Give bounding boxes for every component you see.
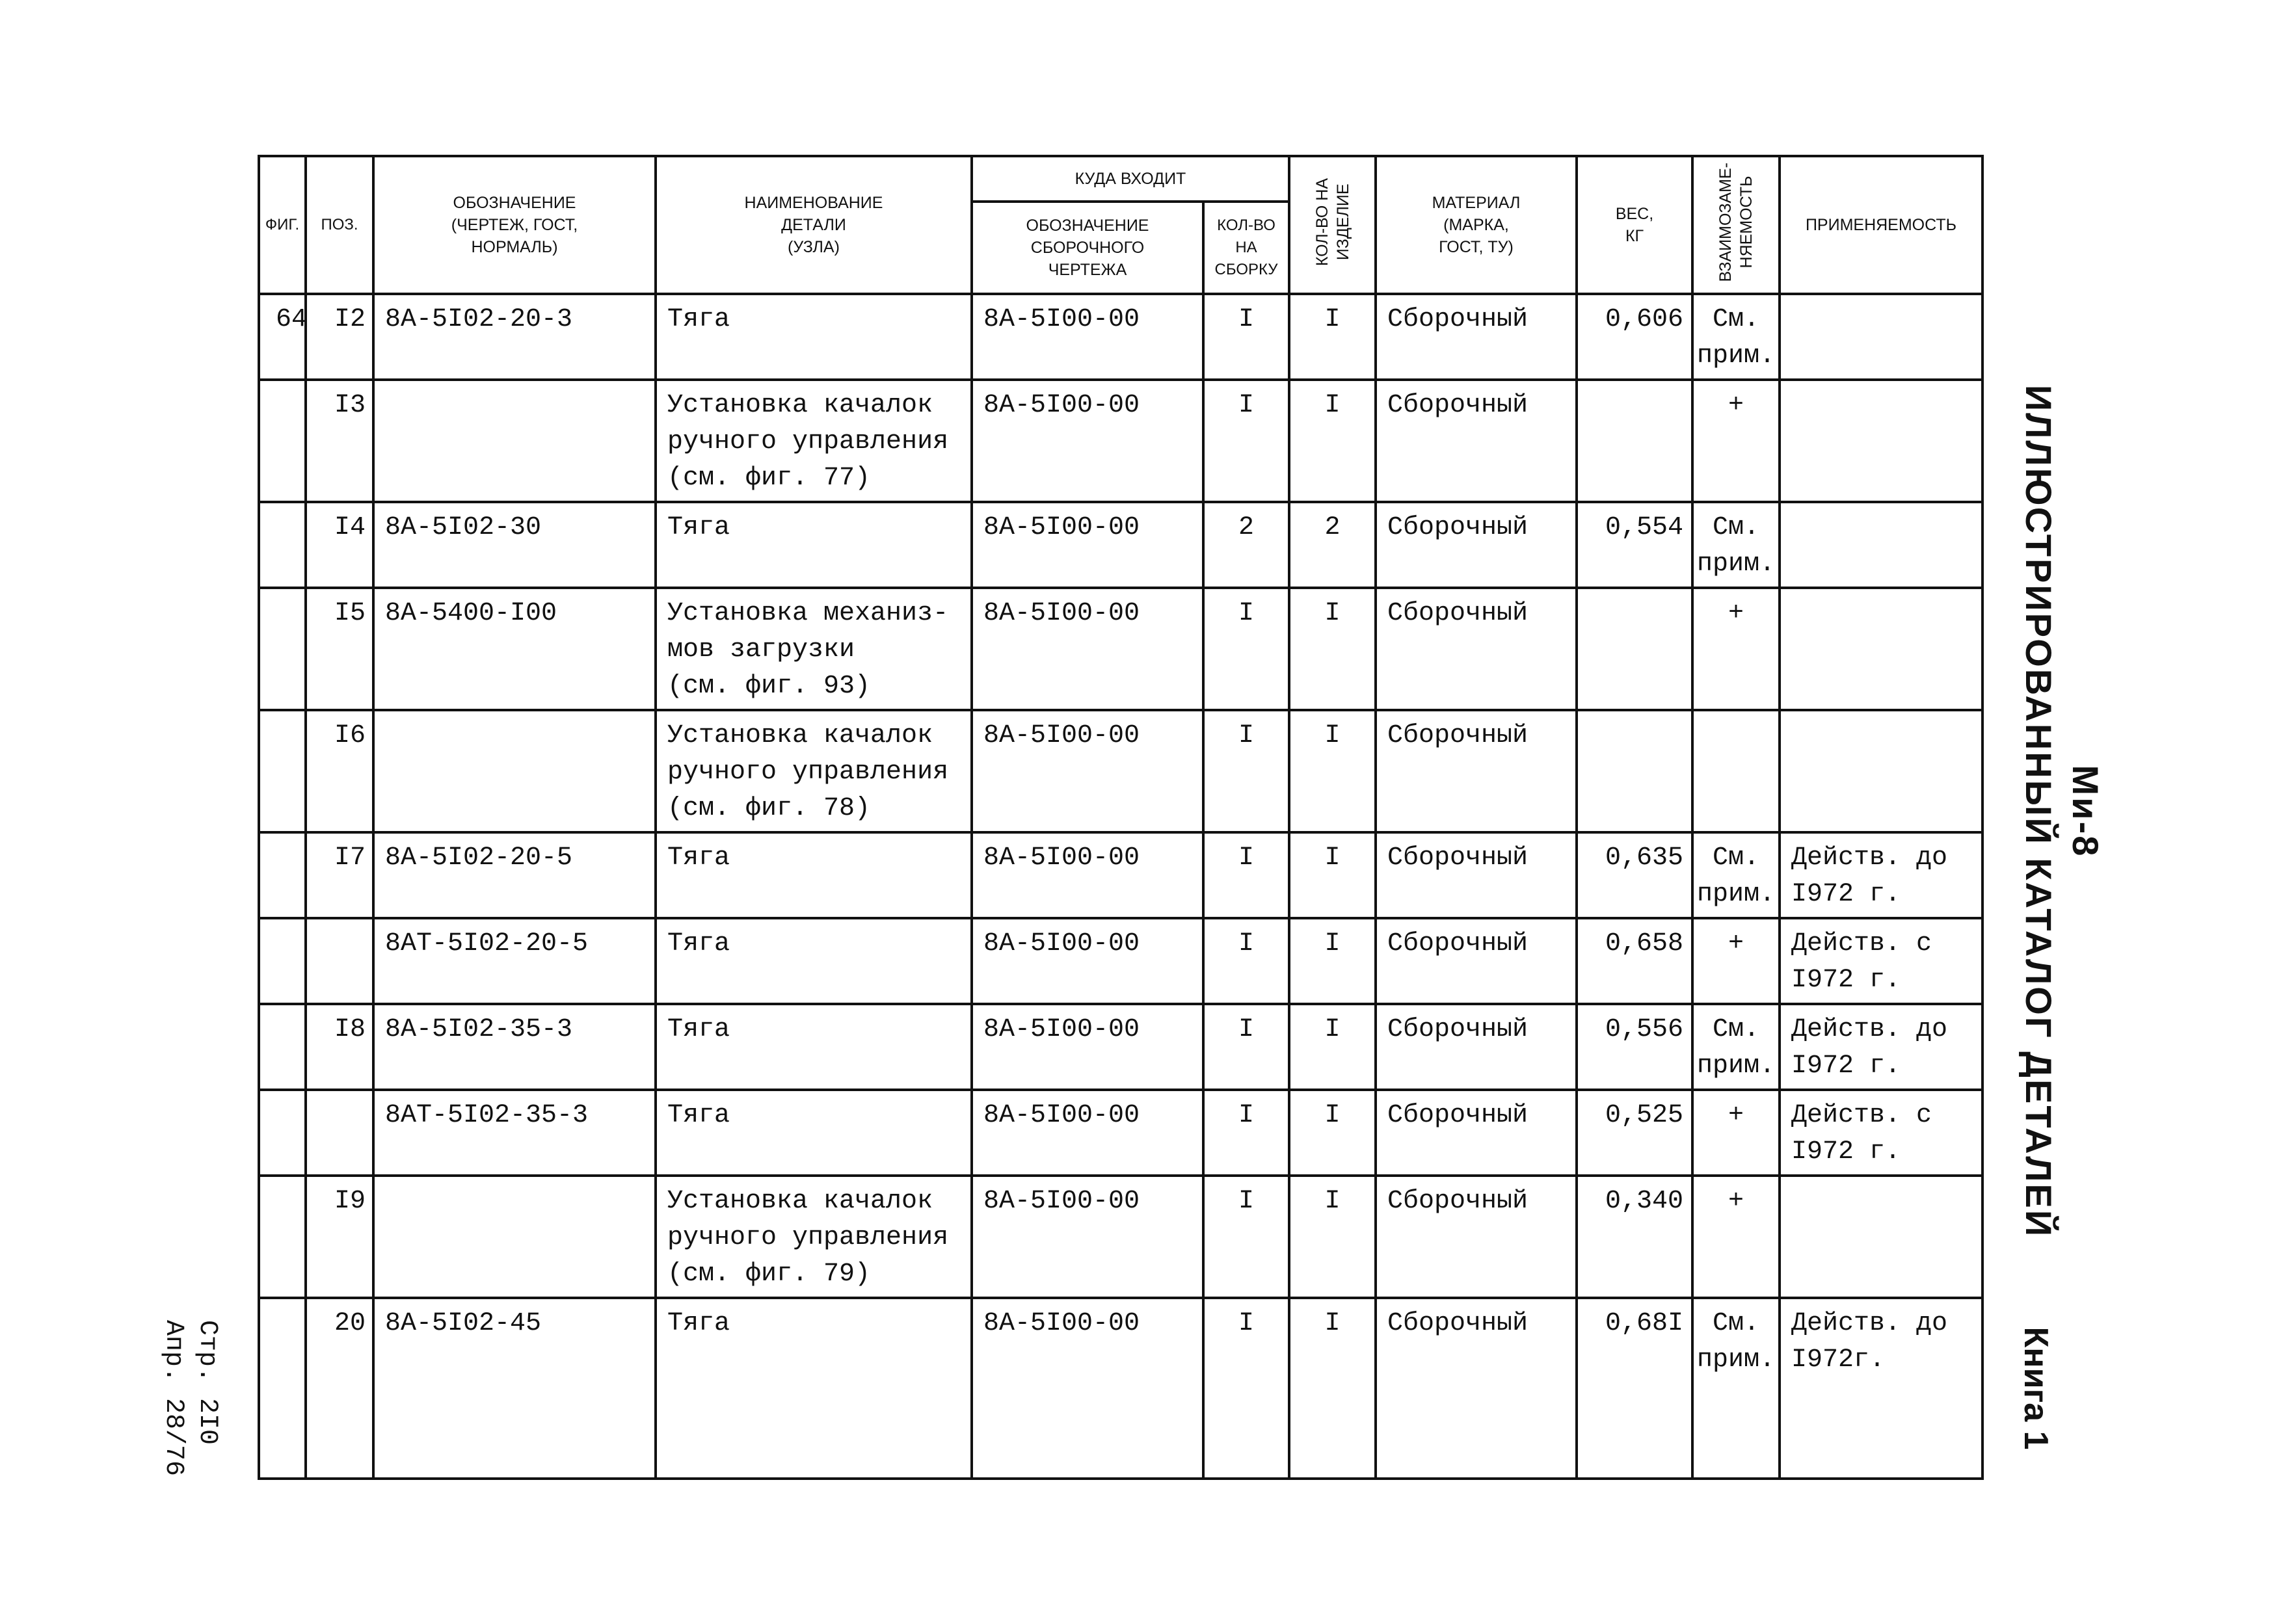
header-name: НАИМЕНОВАНИЕ ДЕТАЛИ (УЗЛА) <box>656 156 972 294</box>
position-cell <box>306 918 373 1004</box>
page-info <box>156 1320 224 1476</box>
name-cell: Тяга <box>656 502 972 588</box>
header-pos: ПОЗ. <box>306 156 373 294</box>
qty-per-assembly-cell: I <box>1203 1298 1289 1479</box>
header-interchangeability: ВЗАИМОЗАМЕ- НЯЕМОСТЬ <box>1692 156 1780 294</box>
fig-cell <box>259 710 306 832</box>
designation-cell: 8AT-5I02-35-3 <box>373 1090 656 1176</box>
position-cell <box>306 1090 373 1176</box>
weight-cell: 0,635 <box>1577 832 1692 918</box>
qty-per-assembly-cell: I <box>1203 832 1289 918</box>
applicability-cell: Действ. с I972 г. <box>1780 918 1982 1004</box>
material-cell: Сборочный <box>1376 588 1577 710</box>
applicability-cell <box>1780 380 1982 502</box>
material-cell: Сборочный <box>1376 502 1577 588</box>
applicability-cell <box>1780 710 1982 832</box>
name-cell: Тяга <box>656 1298 972 1479</box>
fig-cell <box>259 918 306 1004</box>
qty-per-assembly-cell: I <box>1203 1004 1289 1090</box>
name-cell: Тяга <box>656 1004 972 1090</box>
position-cell: I5 <box>306 588 373 710</box>
assembly-drawing-cell: 8A-5I00-00 <box>972 1090 1203 1176</box>
designation-cell: 8AT-5I02-20-5 <box>373 918 656 1004</box>
weight-cell: 0,606 <box>1577 294 1692 380</box>
applicability-cell <box>1780 1176 1982 1298</box>
designation-cell: 8A-5I02-20-3 <box>373 294 656 380</box>
designation-cell <box>373 710 656 832</box>
name-cell: Тяга <box>656 294 972 380</box>
weight-cell: 0,556 <box>1577 1004 1692 1090</box>
fig-cell <box>259 832 306 918</box>
revision-date: Апр. 28/76 <box>159 1319 188 1477</box>
qty-per-assembly-cell: I <box>1203 294 1289 380</box>
material-cell: Сборочный <box>1376 1004 1577 1090</box>
weight-cell <box>1577 588 1692 710</box>
qty-per-assembly-cell: I <box>1203 380 1289 502</box>
weight-cell <box>1577 710 1692 832</box>
interchangeability-cell: + <box>1692 380 1780 502</box>
fig-cell: 64 <box>259 294 306 380</box>
qty-per-item-cell: I <box>1289 294 1376 380</box>
fig-cell <box>259 1090 306 1176</box>
fig-cell <box>259 1298 306 1479</box>
assembly-drawing-cell: 8A-5I00-00 <box>972 502 1203 588</box>
name-cell: Тяга <box>656 1090 972 1176</box>
table-row <box>259 918 1982 1004</box>
header-assembly-drawing: ОБОЗНАЧЕНИЕ СБОРОЧНОГО ЧЕРТЕЖА <box>972 202 1203 294</box>
table-row <box>259 1298 1982 1479</box>
qty-per-item-cell: I <box>1289 1090 1376 1176</box>
table-body <box>259 294 1982 1479</box>
assembly-drawing-cell: 8A-5I00-00 <box>972 1298 1203 1479</box>
position-cell: I8 <box>306 1004 373 1090</box>
fig-cell <box>259 502 306 588</box>
qty-per-item-cell: I <box>1289 918 1376 1004</box>
interchangeability-cell: См. прим. <box>1692 1004 1780 1090</box>
fig-cell <box>259 588 306 710</box>
designation-cell: 8A-5I02-45 <box>373 1298 656 1479</box>
qty-per-item-cell: I <box>1289 588 1376 710</box>
weight-cell <box>1577 380 1692 502</box>
weight-cell: 0,525 <box>1577 1090 1692 1176</box>
applicability-cell: Действ. до I972 г. <box>1780 1004 1982 1090</box>
assembly-drawing-cell: 8A-5I00-00 <box>972 918 1203 1004</box>
assembly-drawing-cell: 8A-5I00-00 <box>972 832 1203 918</box>
name-cell: Установка качалок ручного управления (см. фиг. 78) <box>656 710 972 832</box>
qty-per-assembly-cell: I <box>1203 1176 1289 1298</box>
header-qty-per-item: КОЛ-ВО НА ИЗДЕЛИЕ <box>1289 156 1376 294</box>
designation-cell <box>373 1176 656 1298</box>
qty-per-item-cell: I <box>1289 1176 1376 1298</box>
qty-per-assembly-cell: 2 <box>1203 502 1289 588</box>
table-row <box>259 294 1982 380</box>
header-where-used: КУДА ВХОДИТ <box>972 156 1289 202</box>
parts-catalog-table <box>258 155 1984 1480</box>
weight-cell: 0,658 <box>1577 918 1692 1004</box>
fig-cell <box>259 1004 306 1090</box>
model-name: Ми-8 <box>2065 765 2106 858</box>
position-cell: I7 <box>306 832 373 918</box>
qty-per-assembly-cell: I <box>1203 918 1289 1004</box>
header-qty-per-assembly: КОЛ-ВО НА СБОРКУ <box>1203 202 1289 294</box>
applicability-cell <box>1780 588 1982 710</box>
position-cell: 20 <box>306 1298 373 1479</box>
material-cell: Сборочный <box>1376 380 1577 502</box>
header-material: МАТЕРИАЛ (МАРКА, ГОСТ, ТУ) <box>1376 156 1577 294</box>
qty-per-item-cell: I <box>1289 1298 1376 1479</box>
material-cell: Сборочный <box>1376 1176 1577 1298</box>
applicability-cell: Действ. до I972г. <box>1780 1298 1982 1479</box>
designation-cell: 8A-5I02-35-3 <box>373 1004 656 1090</box>
position-cell: I3 <box>306 380 373 502</box>
fig-cell <box>259 380 306 502</box>
header-fig: ФИГ. <box>259 156 306 294</box>
catalog-title-text: ИЛЛЮСТРИРОВАННЫЙ КАТАЛОГ ДЕТАЛЕЙ <box>2018 384 2059 1239</box>
qty-per-item-cell: I <box>1289 1004 1376 1090</box>
interchangeability-cell: См. прим. <box>1692 1298 1780 1479</box>
interchangeability-cell: См. прим. <box>1692 294 1780 380</box>
material-cell: Сборочный <box>1376 832 1577 918</box>
table-row <box>259 380 1982 502</box>
header-applicability: ПРИМЕНЯЕМОСТЬ <box>1780 156 1982 294</box>
qty-per-item-cell: 2 <box>1289 502 1376 588</box>
qty-per-item-cell: I <box>1289 832 1376 918</box>
assembly-drawing-cell: 8A-5I00-00 <box>972 1004 1203 1090</box>
assembly-drawing-cell: 8A-5I00-00 <box>972 294 1203 380</box>
qty-per-item-cell: I <box>1289 710 1376 832</box>
weight-cell: 0,554 <box>1577 502 1692 588</box>
assembly-drawing-cell: 8A-5I00-00 <box>972 1176 1203 1298</box>
weight-cell: 0,68I <box>1577 1298 1692 1479</box>
table-row <box>259 1090 1982 1176</box>
table-row <box>259 588 1982 710</box>
interchangeability-cell: См. прим. <box>1692 502 1780 588</box>
designation-cell: 8A-5I02-20-5 <box>373 832 656 918</box>
qty-per-assembly-cell: I <box>1203 588 1289 710</box>
qty-per-assembly-cell: I <box>1203 710 1289 832</box>
weight-cell: 0,340 <box>1577 1176 1692 1298</box>
material-cell: Сборочный <box>1376 294 1577 380</box>
table-row <box>259 502 1982 588</box>
catalog-title <box>2015 385 2109 1238</box>
interchangeability-cell: + <box>1692 1176 1780 1298</box>
table-row <box>259 832 1982 918</box>
name-cell: Тяга <box>656 832 972 918</box>
fig-cell <box>259 1176 306 1298</box>
interchangeability-cell: + <box>1692 1090 1780 1176</box>
book-number: Книга 1 <box>2017 1326 2055 1450</box>
applicability-cell: Действ. до I972 г. <box>1780 832 1982 918</box>
name-cell: Установка механиз- мов загрузки (см. фиг. 93) <box>656 588 972 710</box>
designation-cell <box>373 380 656 502</box>
material-cell: Сборочный <box>1376 1298 1577 1479</box>
interchangeability-cell <box>1692 710 1780 832</box>
position-cell: I9 <box>306 1176 373 1298</box>
name-cell: Установка качалок ручного управления (см. фиг. 79) <box>656 1176 972 1298</box>
interchangeability-cell: + <box>1692 918 1780 1004</box>
name-cell: Тяга <box>656 918 972 1004</box>
position-cell: I4 <box>306 502 373 588</box>
interchangeability-cell: См. прим. <box>1692 832 1780 918</box>
applicability-cell <box>1780 294 1982 380</box>
table-header <box>259 156 1982 294</box>
interchangeability-cell: + <box>1692 588 1780 710</box>
assembly-drawing-cell: 8A-5I00-00 <box>972 588 1203 710</box>
applicability-cell: Действ. с I972 г. <box>1780 1090 1982 1176</box>
material-cell: Сборочный <box>1376 710 1577 832</box>
header-weight: ВЕС, КГ <box>1577 156 1692 294</box>
table-row <box>259 1176 1982 1298</box>
table-row <box>259 1004 1982 1090</box>
qty-per-item-cell: I <box>1289 380 1376 502</box>
position-cell: I6 <box>306 710 373 832</box>
page-number: Стр. 2I0 <box>193 1319 222 1445</box>
header-designation: ОБОЗНАЧЕНИЕ (ЧЕРТЕЖ, ГОСТ, НОРМАЛЬ) <box>373 156 656 294</box>
material-cell: Сборочный <box>1376 1090 1577 1176</box>
position-cell: I2 <box>306 294 373 380</box>
applicability-cell <box>1780 502 1982 588</box>
designation-cell: 8A-5400-I00 <box>373 588 656 710</box>
name-cell: Установка качалок ручного управления (см. фиг. 77) <box>656 380 972 502</box>
qty-per-assembly-cell: I <box>1203 1090 1289 1176</box>
assembly-drawing-cell: 8A-5I00-00 <box>972 710 1203 832</box>
material-cell: Сборочный <box>1376 918 1577 1004</box>
assembly-drawing-cell: 8A-5I00-00 <box>972 380 1203 502</box>
designation-cell: 8A-5I02-30 <box>373 502 656 588</box>
table-row <box>259 710 1982 832</box>
